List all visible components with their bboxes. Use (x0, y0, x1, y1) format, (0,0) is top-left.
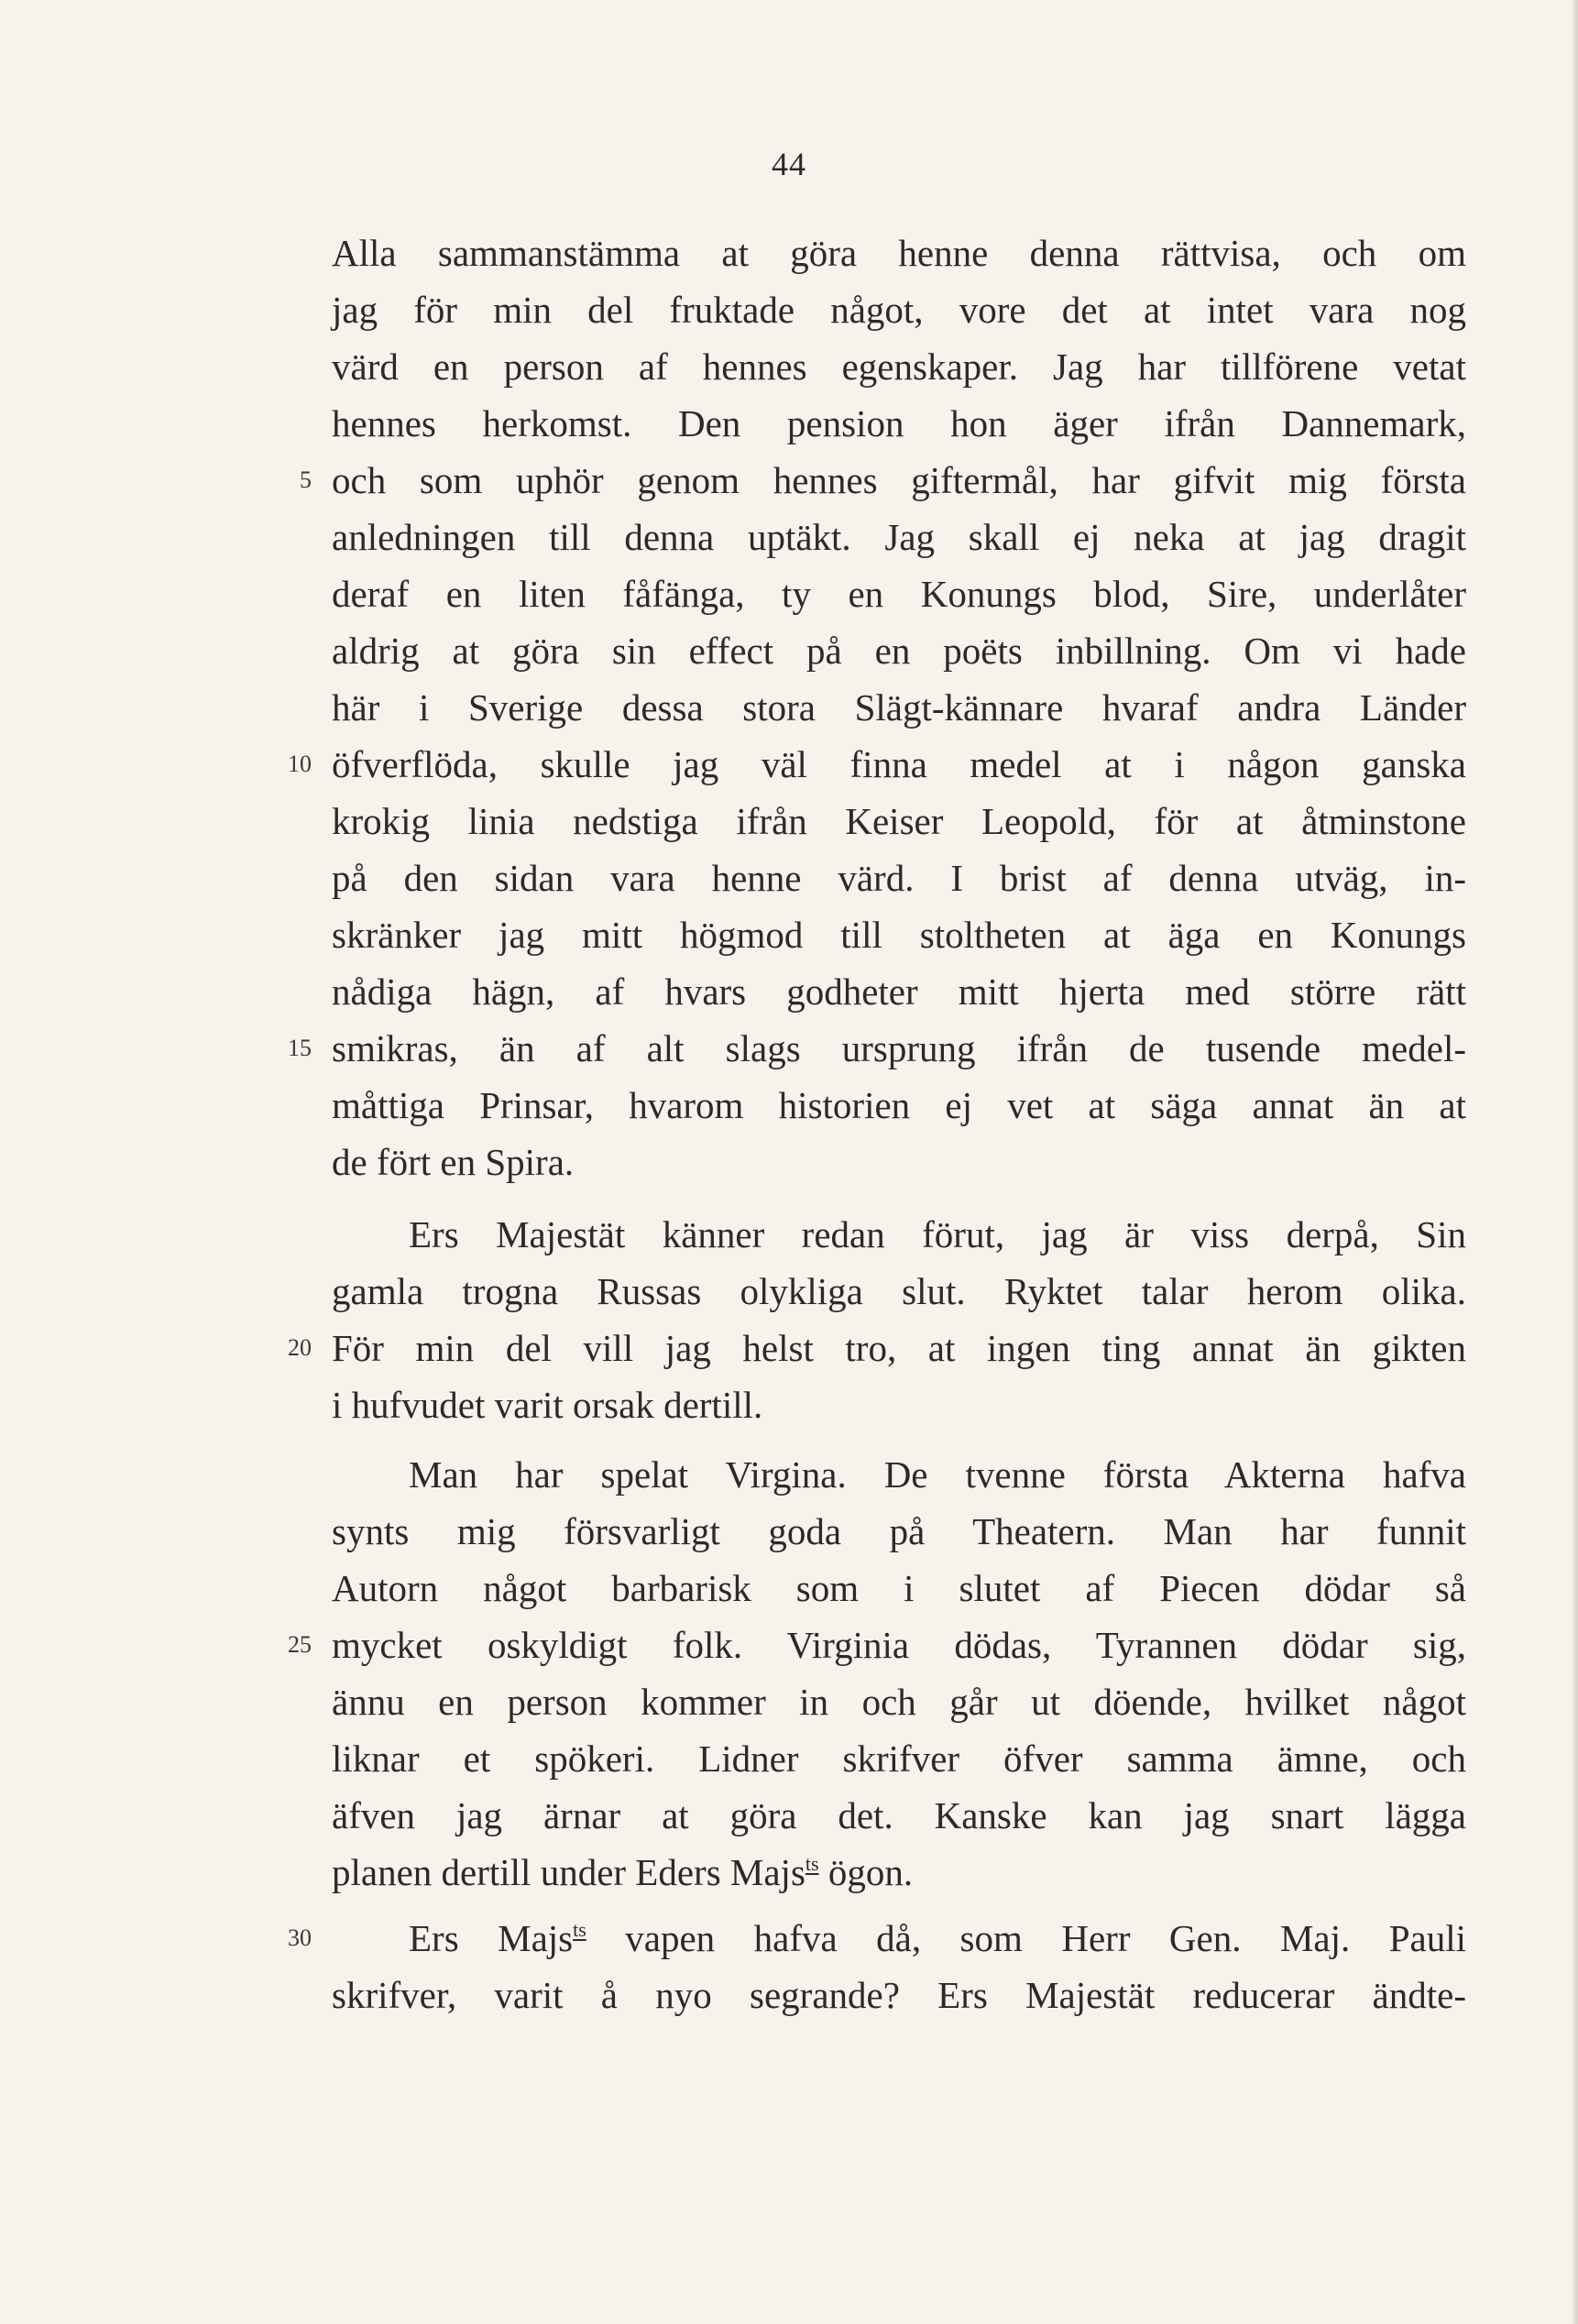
line-number-30: 30 (288, 1924, 312, 1951)
text-line-29: planen dertill under Eders Majs$^{ts}$ ögon. (332, 1851, 914, 1893)
text-line-6: anledningen till denna uptäkt. Jag skall ej neka at jag dragit (332, 516, 1466, 558)
text-line-8: aldrig at göra sin effect på en poëts inbillning. Om vi hade (332, 630, 1466, 672)
text-line-14: nådiga hägn, af hvars godheter mitt hjerta med större rätt (332, 970, 1466, 1013)
text-line-5: och som uphör genom hennes giftermål, har gifvit mig första (332, 459, 1466, 501)
page-edge (1573, 0, 1578, 2324)
page-number: 44 (772, 146, 806, 182)
text-line-23: synts mig försvarligt goda på Theatern. Man har funnit (332, 1510, 1466, 1552)
text-line-16: måttiga Prinsar, hvarom historien ej vet at säga annat än at (332, 1084, 1466, 1126)
text-line-9: här i Sverige dessa stora Slägt-kännare hvaraf andra Länder (332, 686, 1466, 729)
abbreviation-superscript: ts (573, 1918, 586, 1941)
text-line-27: liknar et spökeri. Lidner skrifver öfver samma ämne, och (332, 1738, 1466, 1780)
text-line-7: deraf en liten fåfänga, ty en Konungs blod, Sire, underlåter (332, 573, 1466, 615)
text-line-25: mycket oskyldigt folk. Virginia dödas, Tyrannen dödar sig, (332, 1624, 1466, 1666)
text-line-11: krokig linia nedstiga ifrån Keiser Leopold, för at åtminstone (332, 800, 1466, 842)
abbreviation-superscript: ts (805, 1852, 819, 1875)
text-line-30: Ers Majs$^{ts}$ vapen hafva då, som Herr Gen. Maj. Pauli (409, 1917, 1466, 1959)
text-line-3: värd en person af hennes egenskaper. Jag har tillförene vetat (332, 345, 1466, 388)
text-line-22: Man har spelat Virgina. De tvenne första Akterna hafva (409, 1453, 1466, 1496)
text-line-15: smikras, än af alt slags ursprung ifrån de tusende medel- (332, 1027, 1466, 1069)
text-line-4: hennes herkomst. Den pension hon äger ifrån Dannemark, (332, 402, 1466, 444)
text-line-18: Ers Majestät känner redan förut, jag är viss derpå, Sin (409, 1213, 1466, 1255)
text-line-12: på den sidan vara henne värd. I brist af denna utväg, in- (332, 857, 1466, 899)
text-line-20: För min del vill jag helst tro, at ingen ting annat än gikten (332, 1327, 1466, 1369)
line-number-20: 20 (288, 1334, 312, 1361)
text-line-19: gamla trogna Russas olykliga slut. Ryktet talar herom olika. (332, 1270, 1466, 1312)
text-line-24: Autorn något barbarisk som i slutet af Piecen dödar så (332, 1567, 1466, 1609)
line-number-15: 15 (288, 1035, 312, 1061)
line-number-5: 5 (300, 466, 312, 493)
text-line-26: ännu en person kommer in och går ut döende, hvilket något (332, 1681, 1466, 1723)
text-line-31: skrifver, varit å nyo segrande? Ers Majestät reducerar ändte- (332, 1974, 1466, 2016)
text-line-1: Alla sammanstämma at göra henne denna rättvisa, och om (332, 232, 1466, 274)
text-line-17: de fört en Spira. (332, 1141, 575, 1183)
text-line-10: öfverflöda, skulle jag väl finna medel at i någon ganska (332, 743, 1466, 785)
text-line-13: skränker jag mitt högmod till stoltheten at äga en Konungs (332, 914, 1466, 956)
text-line-2: jag för min del fruktade något, vore det at intet vara nog (332, 289, 1466, 331)
line-number-25: 25 (288, 1631, 312, 1658)
text-line-21: i hufvudet varit orsak dertill. (332, 1384, 763, 1426)
text-line-28: äfven jag ärnar at göra det. Kanske kan jag snart lägga (332, 1794, 1466, 1836)
line-number-10: 10 (288, 751, 312, 777)
